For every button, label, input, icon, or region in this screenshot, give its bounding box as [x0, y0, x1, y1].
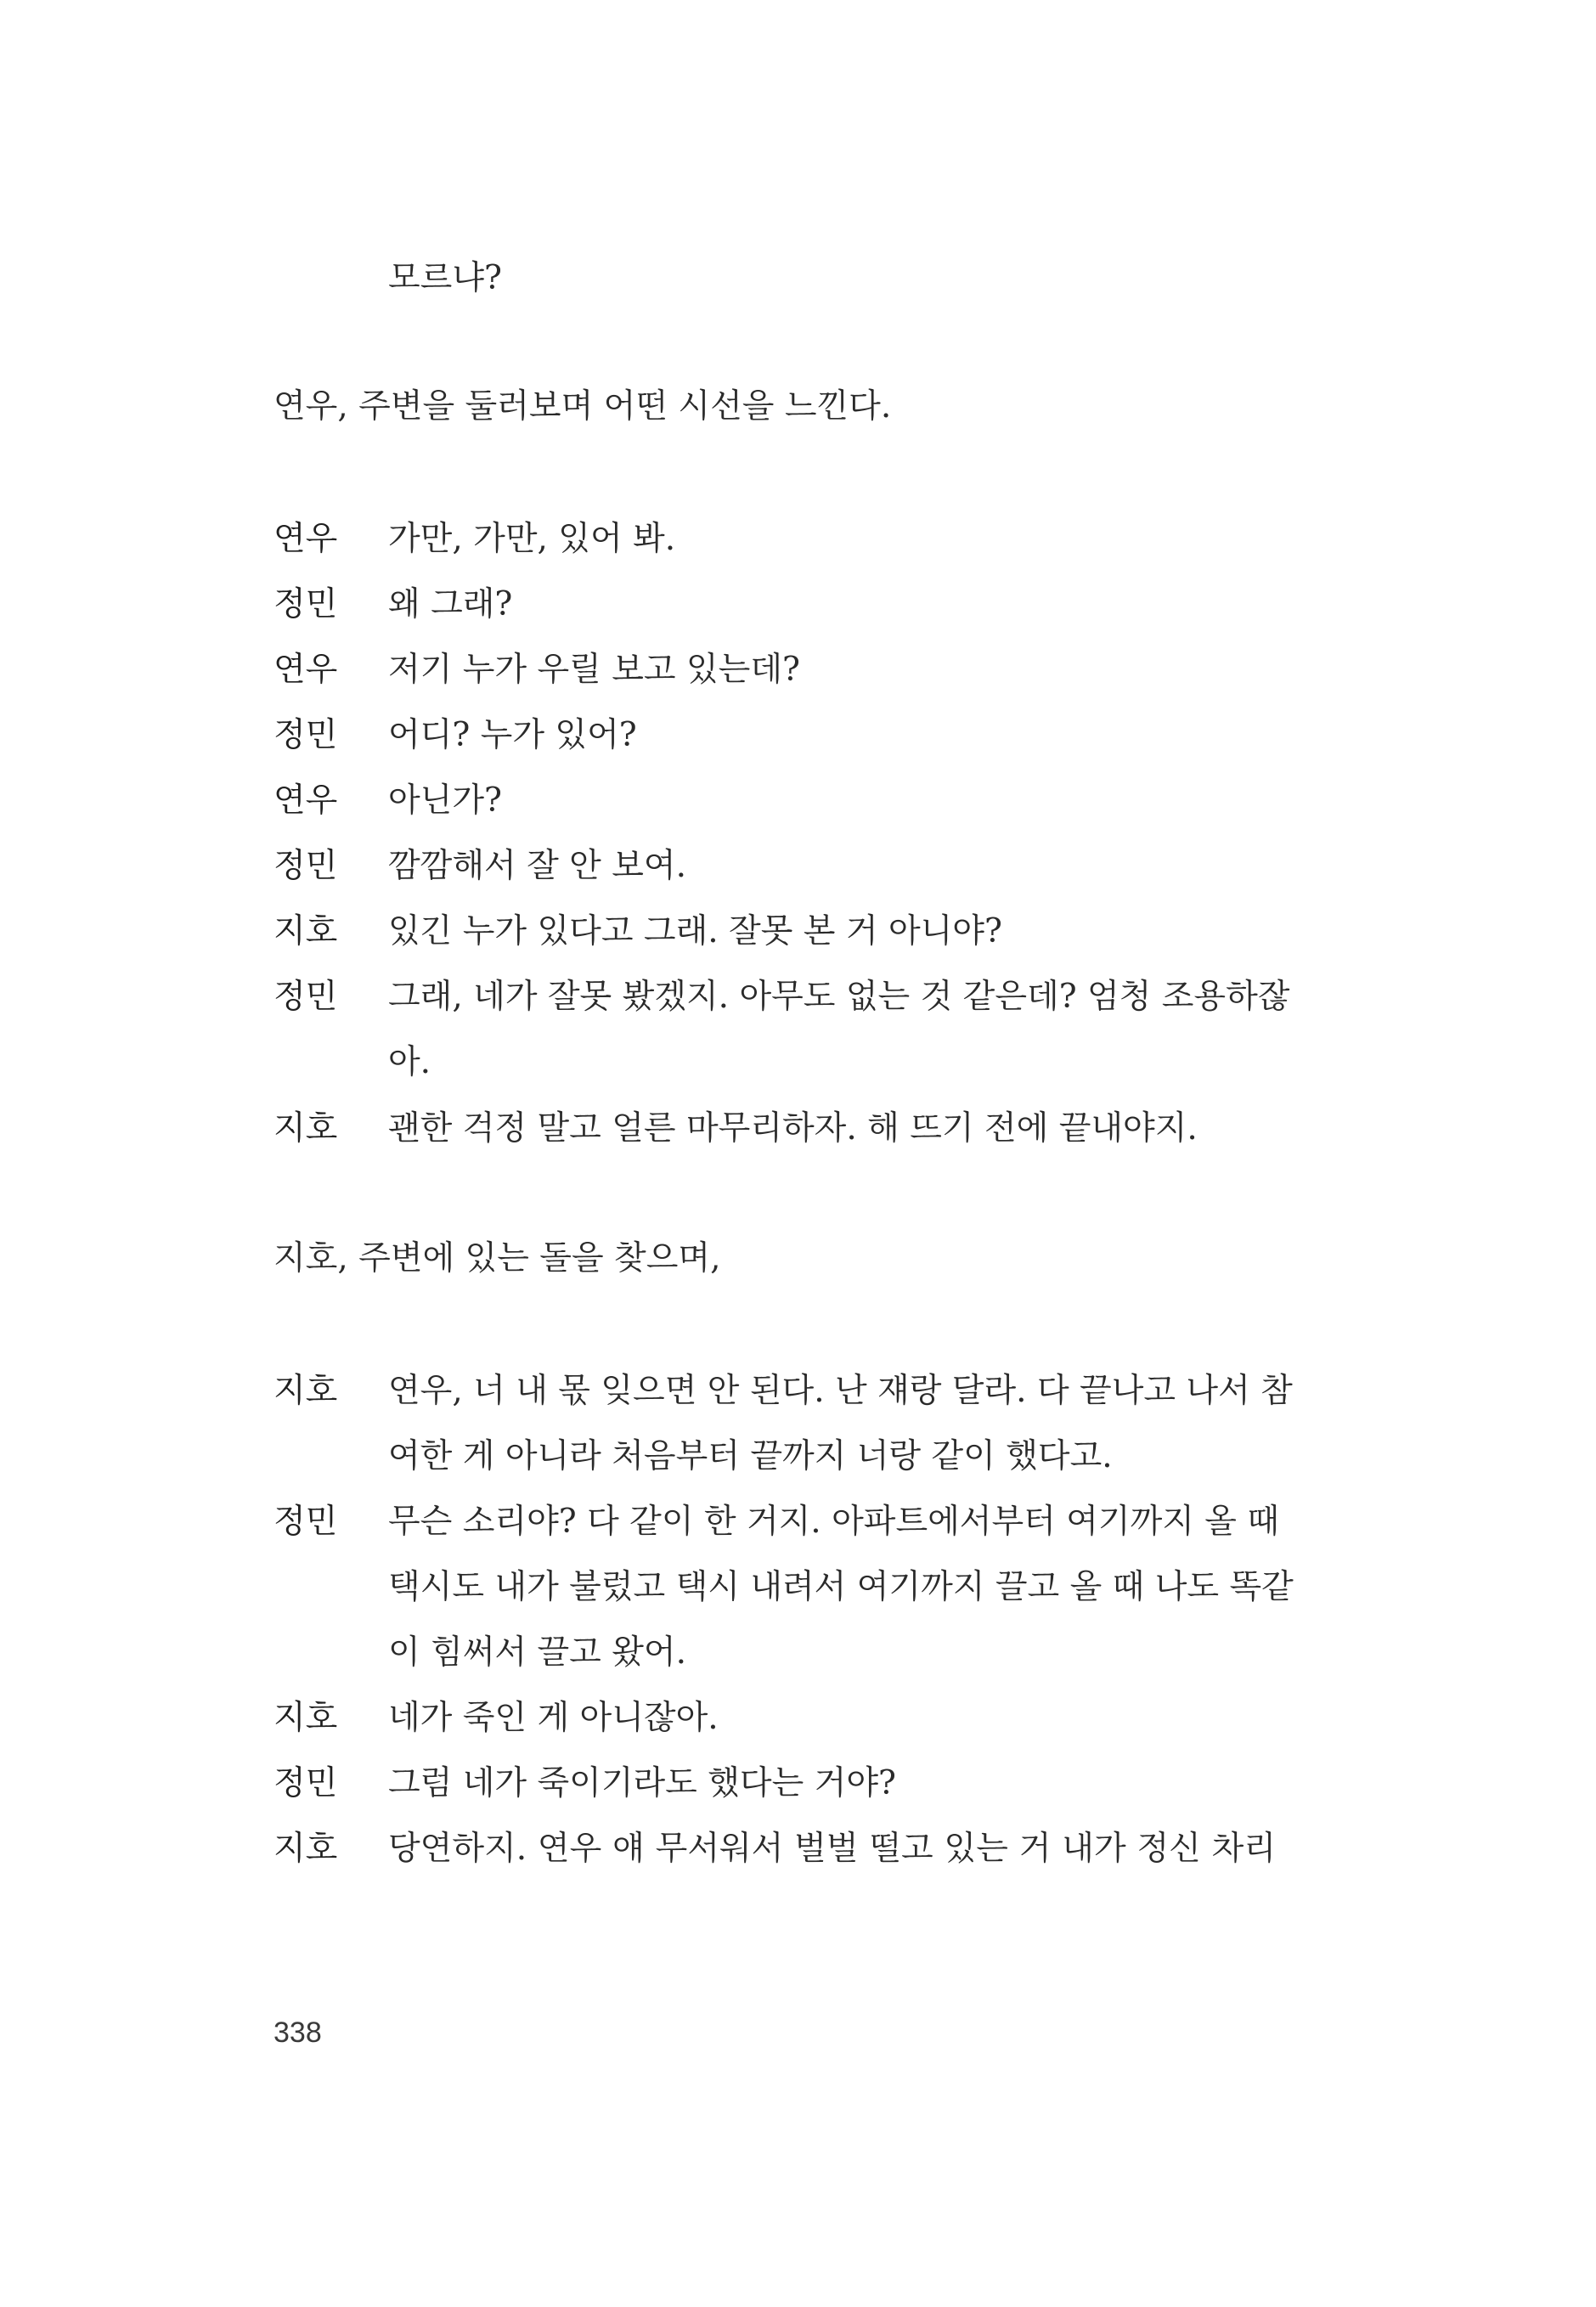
dialogue-line: 네가 죽인 게 아니잖아.: [388, 1699, 719, 1737]
dialogue-line-wrap: 아.: [388, 1043, 431, 1081]
page-number: 338: [274, 2017, 322, 2049]
speaker-name: 지호: [274, 1372, 338, 1410]
stage-direction: 연우, 주변을 둘러보며 어떤 시선을 느낀다.: [274, 387, 892, 426]
speaker-name: 정민: [274, 1764, 338, 1802]
dialogue-line-wrap: 여한 게 아니라 처음부터 끝까지 너랑 같이 했다고.: [388, 1437, 1113, 1475]
dialogue-line: 있긴 누가 있다고 그래. 잘못 본 거 아니야?: [388, 912, 1002, 950]
dialogue-line: 깜깜해서 잘 안 보여.: [388, 847, 686, 885]
dialogue-line: 당연하지. 연우 얘 무서워서 벌벌 떨고 있는 거 내가 정신 차리: [388, 1830, 1276, 1868]
speaker-name: 정민: [274, 585, 338, 623]
dialogue-line-wrap: 택시도 내가 불렀고 택시 내려서 여기까지 끌고 올 때 나도 똑같: [388, 1568, 1294, 1606]
speaker-name: 정민: [274, 847, 338, 885]
dialogue-continuation: 모르냐?: [388, 259, 502, 297]
stage-direction: 지호, 주변에 있는 돌을 찾으며,: [274, 1239, 721, 1278]
dialogue-line: 가만, 가만, 있어 봐.: [388, 520, 676, 558]
speaker-name: 연우: [274, 520, 338, 558]
speaker-name: 지호: [274, 1109, 338, 1148]
dialogue-line: 왜 그래?: [388, 585, 513, 623]
dialogue-line: 저기 누가 우릴 보고 있는데?: [388, 651, 800, 689]
dialogue-line: 그럼 네가 죽이기라도 했다는 거야?: [388, 1764, 896, 1802]
dialogue-line: 괜한 걱정 말고 얼른 마무리하자. 해 뜨기 전에 끝내야지.: [388, 1109, 1198, 1148]
speaker-name: 지호: [274, 912, 338, 950]
speaker-name: 연우: [274, 781, 338, 820]
speaker-name: 연우: [274, 651, 338, 689]
speaker-name: 정민: [274, 716, 338, 754]
speaker-name: 정민: [274, 1503, 338, 1541]
dialogue-line: 그래, 네가 잘못 봤겠지. 아무도 없는 것 같은데? 엄청 조용하잖: [388, 978, 1290, 1016]
speaker-name: 지호: [274, 1699, 338, 1737]
speaker-name: 정민: [274, 978, 338, 1016]
dialogue-line-wrap: 이 힘써서 끌고 왔어.: [388, 1633, 686, 1672]
dialogue-line: 무슨 소리야? 다 같이 한 거지. 아파트에서부터 여기까지 올 때: [388, 1503, 1280, 1541]
dialogue-line: 어디? 누가 있어?: [388, 716, 637, 754]
dialogue-line: 아닌가?: [388, 781, 502, 820]
speaker-name: 지호: [274, 1830, 338, 1868]
dialogue-line: 연우, 너 내 몫 잊으면 안 된다. 난 쟤랑 달라. 다 끝나고 나서 참: [388, 1372, 1293, 1410]
